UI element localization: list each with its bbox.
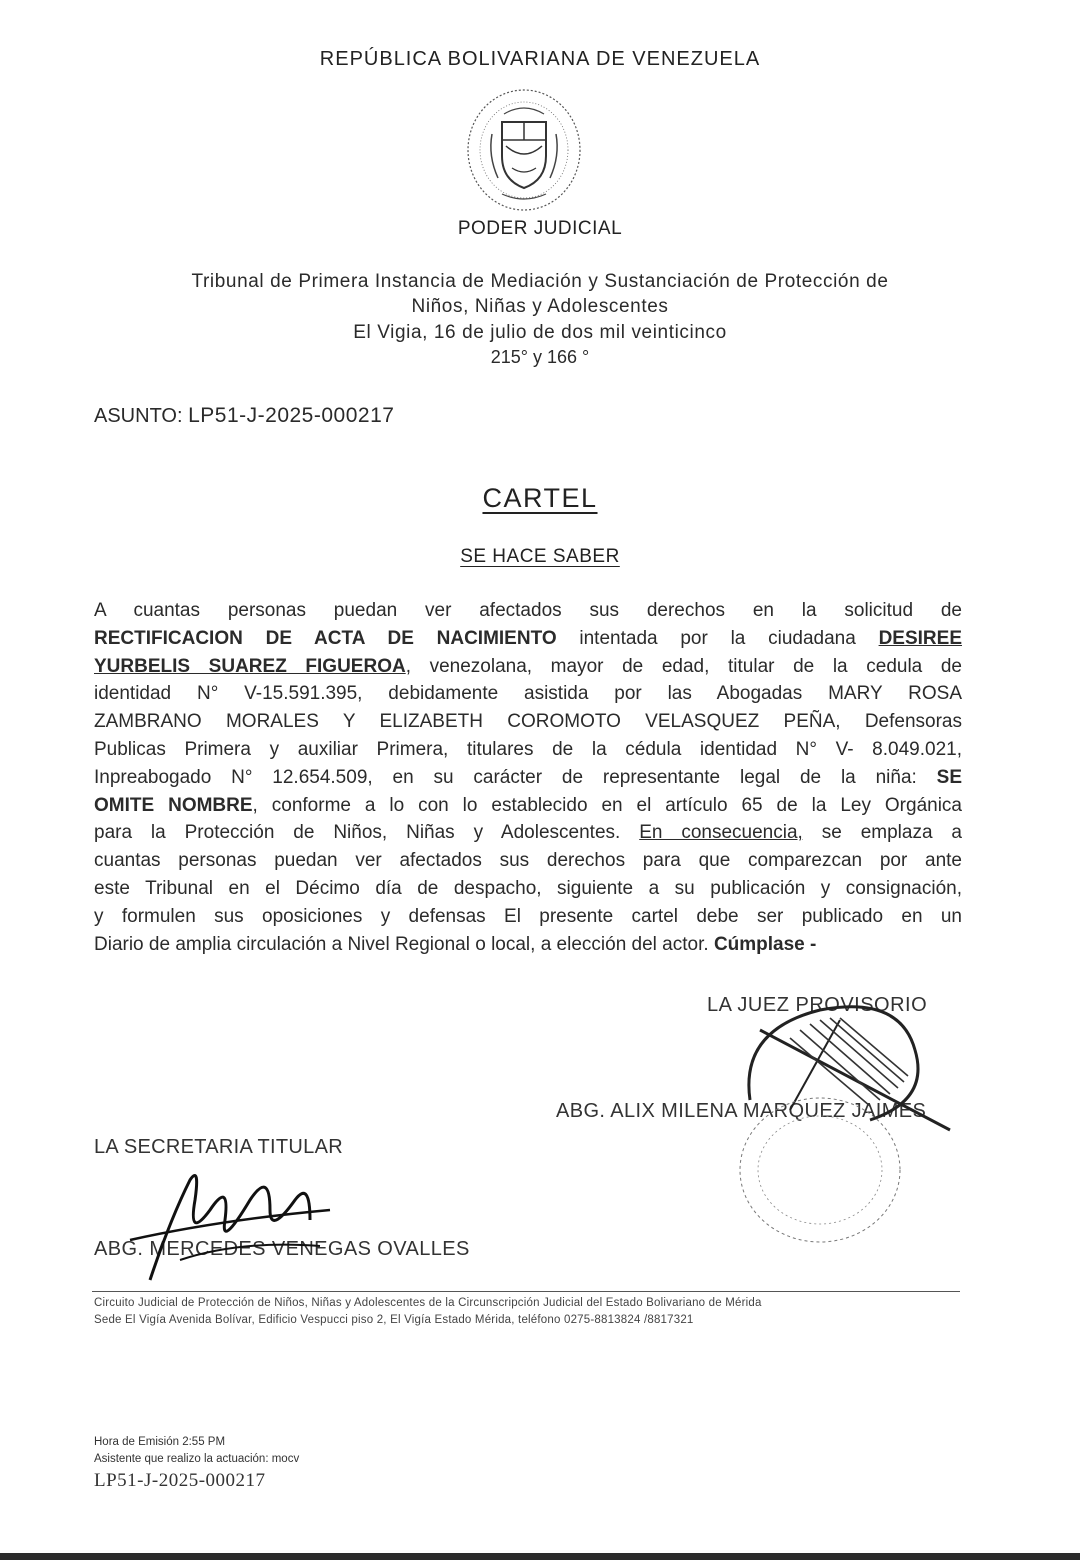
branch-heading: PODER JUDICIAL [457, 218, 623, 239]
country-heading: REPÚBLICA BOLIVARIANA DE VENEZUELA [319, 48, 761, 70]
emission-time: Hora de Emisión 2:55 PM [94, 1436, 226, 1448]
body-line: cuantas personas puedan ver afectados sus derechos para que comparezcan por ante [94, 850, 962, 872]
court-stamp-icon [730, 990, 970, 1250]
tribunal-name-line-2: Niños, Niñas y Adolescentes [411, 296, 669, 317]
case-reference [94, 404, 394, 428]
secretary-name: ABG. MERCEDES VENEGAS OVALLES [94, 1238, 470, 1260]
judge-title: LA JUEZ PROVISORIO [707, 994, 928, 1016]
body-line: Inpreabogado N° 12.654.509, en su carácter de representante legal de la niña: SE [94, 766, 962, 788]
handwritten-signature-icon [120, 1160, 340, 1290]
body-line: A cuantas personas puedan ver afectados sus derechos en la solicitud de [94, 600, 962, 621]
national-coat-of-arms-seal-icon [462, 84, 586, 216]
judge-name: ABG. ALIX MILENA MARQUEZ JAIMES [556, 1100, 927, 1122]
body-line: Publicas Primera y auxiliar Primera, titulares de la cédula identidad N° V- 8.049.021, [94, 738, 962, 760]
notice-body [94, 597, 962, 958]
document-date: El Vigia, 16 de julio de dos mil veinticinco [353, 322, 727, 343]
tribunal-name-line-1: Tribunal de Primera Instancia de Mediación y Sustanciación de Protección de [191, 271, 889, 292]
secretary-title: LA SECRETARIA TITULAR [94, 1136, 343, 1158]
body-line: para la Protección de Niños, Niñas y Adolescentes. En consecuencia, se emplaza a [94, 822, 962, 844]
scan-bottom-edge [0, 1553, 1080, 1560]
body-line: identidad N° V-15.591.395, debidamente asistida por las Abogadas MARY ROSA [94, 683, 962, 705]
bottom-case-code: LP51-J-2025-000217 [94, 1470, 266, 1491]
footer-line-2: Sede El Vigía Avenida Bolívar, Edificio Vespucci piso 2, El Vigía Estado Mérida, teléfono 0275-8813824 /8817321 [94, 1314, 694, 1326]
body-line: este Tribunal en el Décimo día de despacho, siguiente a su publicación y consignación, [94, 877, 962, 899]
case-reference-value: LP51-J-2025-000217 [188, 404, 395, 427]
body-line: ZAMBRANO MORALES Y ELIZABETH COROMOTO VELASQUEZ PEÑA, Defensoras [94, 711, 962, 733]
footer-line-1: Circuito Judicial de Protección de Niños, Niñas y Adolescentes de la Circunscripción Judicial del Estado Bolivariano de Mérida [94, 1297, 762, 1309]
years-line: 215° y 166 ° [490, 347, 590, 367]
body-line: RECTIFICACION DE ACTA DE NACIMIENTO intentada por la ciudadana DESIREE [94, 627, 962, 649]
document-title: CARTEL [482, 483, 598, 513]
assistant-line: Asistente que realizo la actuación: mocv [94, 1453, 300, 1465]
document-subtitle: SE HACE SABER [460, 546, 620, 567]
body-line: Diario de amplia circulación a Nivel Regional o local, a elección del actor. Cúmplase - [94, 933, 817, 955]
body-line: YURBELIS SUAREZ FIGUEROA, venezolana, mayor de edad, titular de la cedula de [94, 655, 962, 677]
footer-divider [92, 1291, 960, 1292]
body-line: y formulen sus oposiciones y defensas El presente cartel debe ser publicado en un [94, 905, 962, 927]
body-line: OMITE NOMBRE, conforme a lo con lo establecido en el artículo 65 de la Ley Orgánica [94, 794, 963, 816]
case-reference-label: ASUNTO: [94, 405, 183, 427]
